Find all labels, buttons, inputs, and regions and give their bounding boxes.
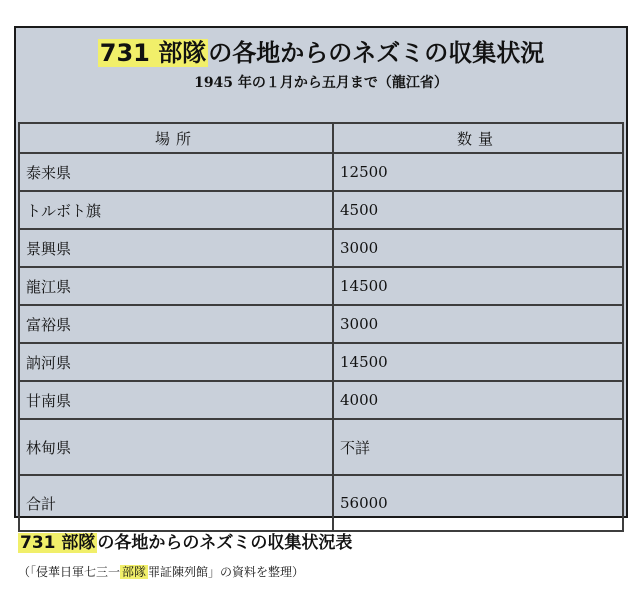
place-cell: 龍江県 — [19, 267, 333, 305]
total-label-cell: 合計 — [19, 475, 333, 531]
table-row — [19, 419, 623, 475]
quantity-cell: 不詳 — [333, 419, 623, 475]
table-row — [19, 229, 623, 267]
table-header-row — [19, 123, 623, 153]
quantity-cell: 3000 — [333, 305, 623, 343]
table-row — [19, 267, 623, 305]
table-row — [19, 381, 623, 419]
note-suffix: 罪証陳列館」の資料を整理） — [148, 565, 305, 579]
rat-collection-table — [18, 122, 624, 532]
quantity-cell: 4500 — [333, 191, 623, 229]
quantity-cell: 4000 — [333, 381, 623, 419]
document-title — [16, 36, 626, 70]
document-subtitle: 1945 年の１月から五月まで（龍江省） — [194, 75, 448, 91]
total-quantity-cell: 56000 — [333, 475, 623, 531]
table-row — [19, 191, 623, 229]
place-cell: 景興県 — [19, 229, 333, 267]
place-cell: 泰来県 — [19, 153, 333, 191]
table-row — [19, 153, 623, 191]
table-row — [19, 305, 623, 343]
title-text: の各地からのネズミの収集状況 — [208, 39, 545, 67]
note-prefix: （「侵華日軍七三一 — [18, 565, 121, 579]
source-note — [18, 564, 304, 580]
quantity-cell: 12500 — [333, 153, 623, 191]
figure-caption — [18, 532, 352, 554]
place-cell: トルボト旗 — [19, 191, 333, 229]
title-highlight: 731 部隊 — [99, 39, 207, 67]
note-highlight: 部隊 — [122, 565, 147, 579]
caption-text: の各地からのネズミの収集状況表 — [97, 533, 353, 553]
table-total-row — [19, 475, 623, 531]
quantity-cell: 3000 — [333, 229, 623, 267]
header-quantity: 数量 — [333, 123, 623, 153]
place-cell: 林甸県 — [19, 419, 333, 475]
caption-highlight: 731 部隊 — [20, 533, 96, 553]
place-cell: 甘南県 — [19, 381, 333, 419]
quantity-cell: 14500 — [333, 267, 623, 305]
quantity-cell: 14500 — [333, 343, 623, 381]
table-row — [19, 343, 623, 381]
place-cell: 富裕県 — [19, 305, 333, 343]
document-scan — [14, 26, 628, 518]
header-place: 場所 — [19, 123, 333, 153]
place-cell: 訥河県 — [19, 343, 333, 381]
